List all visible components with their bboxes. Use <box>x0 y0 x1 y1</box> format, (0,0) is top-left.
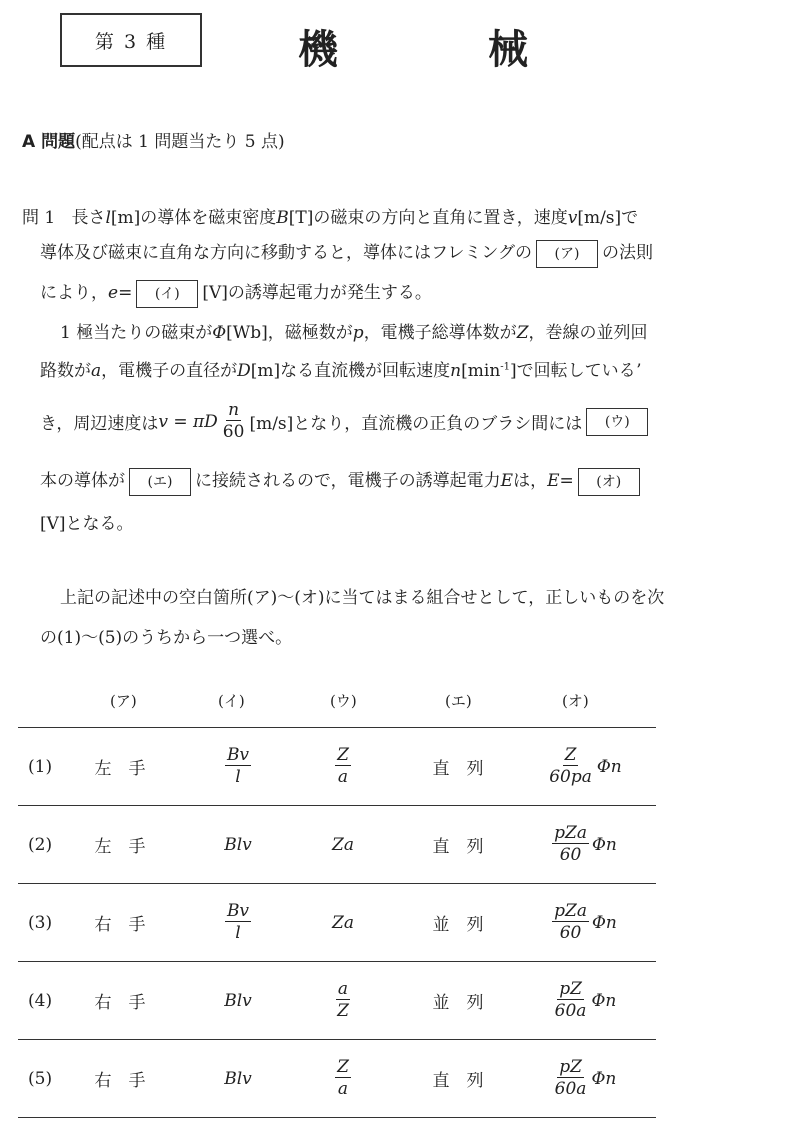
denominator: 60a <box>554 1001 587 1021</box>
var-E: E <box>500 471 514 491</box>
fraction <box>335 1057 351 1100</box>
col-header-u: (ウ) <box>330 692 357 710</box>
denominator: l <box>235 923 241 943</box>
text: = <box>118 283 133 303</box>
cell-a: 左 手 <box>94 837 146 857</box>
fraction-numerator: n <box>228 400 240 420</box>
text: [Wb]，磁極数が <box>226 323 353 343</box>
var-a: a <box>91 361 102 381</box>
equation-v: v = πD <box>158 411 218 432</box>
cell-a: 左 手 <box>94 759 146 779</box>
text: 路数が <box>40 361 91 381</box>
fraction <box>552 823 589 866</box>
question-line-3 <box>40 278 432 308</box>
text: の法則 <box>601 243 653 263</box>
text: 本の導体が <box>40 471 125 491</box>
option-number: (5) <box>28 1068 53 1089</box>
text: [m/s]となり，直流機の正負のブラシ間には <box>249 414 583 434</box>
question-line-2 <box>40 238 653 268</box>
fraction-n-60 <box>221 400 247 443</box>
text: 導体及び磁束に直角な方向に移動すると，導体にはフレミングの <box>40 243 532 263</box>
col-header-i: (イ) <box>218 692 245 710</box>
cell-o <box>523 962 643 1039</box>
cell-o <box>523 728 643 805</box>
fraction <box>553 979 589 1022</box>
blank-a-box: (ア) <box>536 240 598 268</box>
text: [min <box>461 361 501 381</box>
numerator: Z <box>564 745 577 765</box>
numerator: Bv <box>226 901 250 921</box>
var-Z: Z <box>516 323 529 343</box>
numerator: Bv <box>226 745 250 765</box>
cell-u: Za <box>332 912 354 933</box>
denominator: 60a <box>554 1079 587 1099</box>
phi-n: Φn <box>591 990 617 1011</box>
cell-i <box>193 728 283 805</box>
cell-i <box>193 884 283 961</box>
text: [m]なる直流機が回転速度 <box>250 361 451 381</box>
denominator: Z <box>337 1001 349 1021</box>
denominator: 60pa <box>549 767 592 787</box>
phi-n: Φn <box>596 756 622 777</box>
fraction-denominator: 60 <box>222 422 245 442</box>
numerator: pZ <box>559 1057 582 1077</box>
numerator: pZa <box>554 823 587 843</box>
cell-o <box>523 1040 643 1117</box>
fraction <box>553 1057 589 1100</box>
table-row <box>18 728 656 805</box>
text: き，周辺速度は <box>40 414 159 434</box>
cell-u <box>298 962 388 1039</box>
question-line-1 <box>22 203 638 228</box>
cell-a: 右 手 <box>94 1071 146 1091</box>
instruction-line-1: 上記の記述中の空白箇所(ア)～(オ)に当てはまる組合せとして，正しいものを次 <box>60 588 665 608</box>
var-D: D <box>237 361 251 381</box>
blank-i-box: (イ) <box>136 280 198 308</box>
cell-e: 並 列 <box>432 993 484 1013</box>
question-line-6 <box>40 400 652 443</box>
denominator: 60 <box>559 923 582 943</box>
cell-u <box>298 1040 388 1117</box>
phi-n: Φn <box>591 912 617 933</box>
text: [T]の磁束の方向と直角に置き，速度 <box>288 208 568 228</box>
col-header-a: (ア) <box>110 692 137 710</box>
text: ，電機子総導体数が <box>363 323 517 343</box>
denominator: 60 <box>559 845 582 865</box>
text: ]で回転しているʼ <box>510 361 642 381</box>
section-heading <box>22 127 285 152</box>
fraction <box>547 745 594 788</box>
text: = <box>559 471 574 491</box>
cell-a: 右 手 <box>94 915 146 935</box>
text: に接続されるので，電機子の誘導起電力 <box>195 471 501 491</box>
instruction-line-2: の(1)～(5)のうちから一つ選べ。 <box>40 628 293 648</box>
fraction <box>552 901 589 944</box>
text: [m]の導体を磁束密度 <box>110 208 277 228</box>
cell-e: 並 列 <box>432 915 484 935</box>
cell-i: Blv <box>224 834 252 855</box>
question-line-4 <box>60 318 648 343</box>
table-row <box>18 884 656 961</box>
col-header-o: (オ) <box>562 692 589 710</box>
cell-u: Za <box>332 834 354 855</box>
var-phi: Φ <box>212 323 227 343</box>
var-e: e <box>108 283 119 303</box>
section-label: A 問題 <box>22 132 76 152</box>
cell-u <box>298 728 388 805</box>
question-line-7 <box>40 466 644 496</box>
phi-n: Φn <box>591 834 617 855</box>
text: により， <box>40 283 108 303</box>
blank-e-box: (エ) <box>129 468 191 496</box>
fraction <box>225 901 251 944</box>
var-E: E <box>547 471 560 491</box>
cell-i: Blv <box>224 990 252 1011</box>
denominator: a <box>337 1079 349 1099</box>
cell-i: Blv <box>224 1068 252 1089</box>
text: [m/s]で <box>577 208 639 228</box>
table-row <box>18 962 656 1039</box>
option-number: (2) <box>28 834 53 855</box>
fraction <box>335 745 351 788</box>
subject-title-char-1: 機 <box>298 27 338 73</box>
numerator: a <box>337 979 349 999</box>
phi-n: Φn <box>591 1068 617 1089</box>
var-v: v <box>567 208 578 228</box>
cell-a: 右 手 <box>94 993 146 1013</box>
option-number: (3) <box>28 912 53 933</box>
cell-o <box>523 806 643 883</box>
blank-u-box: (ウ) <box>586 408 648 436</box>
text: 1 極当たりの磁束が <box>60 323 213 343</box>
var-p: p <box>352 323 364 343</box>
category-badge: 第 3 種 <box>60 13 202 67</box>
cell-o <box>523 884 643 961</box>
text: ，電機子の直径が <box>101 361 238 381</box>
blank-o-box: (オ) <box>578 468 640 496</box>
cell-e: 直 列 <box>432 759 484 779</box>
table-rule <box>18 1117 656 1118</box>
text: [V]の誘導起電力が発生する。 <box>202 283 432 303</box>
option-number: (1) <box>28 756 53 777</box>
option-number: (4) <box>28 990 53 1011</box>
denominator: a <box>337 767 349 787</box>
numerator: pZ <box>559 979 582 999</box>
var-n: n <box>450 361 462 381</box>
question-number: 問 1 <box>22 208 56 228</box>
question-line-5 <box>40 356 641 381</box>
cell-e: 直 列 <box>432 837 484 857</box>
table-row <box>18 806 656 883</box>
fraction <box>335 979 351 1022</box>
superscript: -1 <box>500 361 511 373</box>
text: ，巻線の並列回 <box>528 323 648 343</box>
numerator: Z <box>337 745 349 765</box>
section-note: (配点は 1 問題当たり 5 点) <box>75 132 285 152</box>
text: 長さ <box>71 208 106 228</box>
var-B: B <box>276 208 289 228</box>
numerator: pZa <box>554 901 587 921</box>
cell-e: 直 列 <box>432 1071 484 1091</box>
numerator: Z <box>337 1057 349 1077</box>
denominator: l <box>235 767 241 787</box>
col-header-e: (エ) <box>445 692 472 710</box>
var-l: l <box>105 208 111 228</box>
fraction <box>225 745 251 788</box>
table-row <box>18 1040 656 1117</box>
text: は， <box>513 471 548 491</box>
subject-title-char-2: 械 <box>488 27 528 73</box>
question-line-8: [V]となる。 <box>40 514 134 534</box>
